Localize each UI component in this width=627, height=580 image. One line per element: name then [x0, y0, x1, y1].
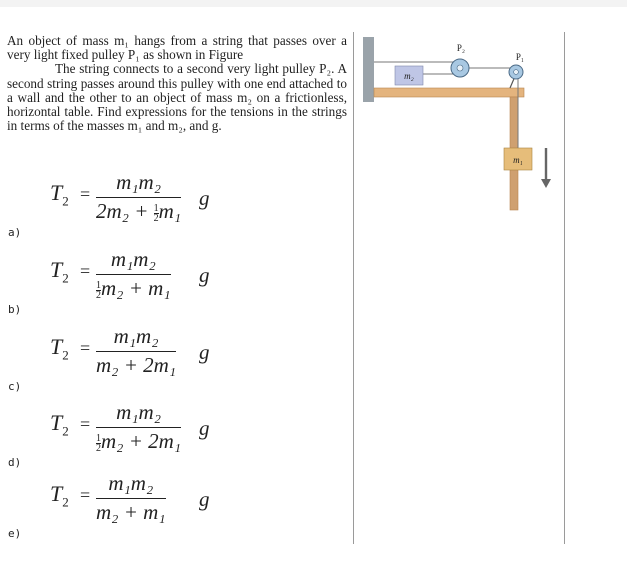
block-m2-label: m₂: [404, 71, 414, 81]
table-top: [374, 88, 524, 97]
fraction: [96, 247, 171, 301]
gravity-symbol: g: [199, 263, 210, 287]
option-label: b): [8, 303, 22, 316]
tension-symbol: $T_2$: [50, 180, 69, 209]
tension-symbol: $T_2$: [50, 257, 69, 286]
fraction: [96, 471, 166, 525]
numerator: m₁m₂: [96, 400, 181, 428]
block-m1-label: m₁: [513, 155, 523, 165]
denominator: 2m₂ + $\frac{1}{2}$ m₁: [96, 199, 182, 224]
numerator: m₁m₂: [96, 324, 176, 352]
tension-symbol: $T_2$: [50, 334, 69, 363]
one-half: $\frac{1}{2}$: [96, 279, 101, 301]
denominator: $\frac{1}{2}$ m₂ + 2m₁: [96, 429, 182, 454]
pulley-figure: [360, 32, 560, 212]
gravity-symbol: g: [199, 416, 210, 440]
pulley-p2-label: P₂: [456, 43, 466, 53]
denominator: m₂ + m₁: [96, 500, 166, 524]
gravity-symbol: g: [199, 340, 210, 364]
option-e[interactable]: [0, 471, 350, 541]
left-divider: [353, 32, 354, 544]
numerator: m₁m₂: [96, 471, 166, 499]
option-c[interactable]: [0, 324, 350, 394]
problem-text-2: The string connects to a second very light pulley P₂. A second string passes around this pulley with one end attached to a wall and the other to an object of mass m₂ on a frictionless, horizontal table. Find expressions for the tensions in the strings in terms of the masses m₁ and m₂, and g.: [7, 61, 347, 134]
denominator: m₂ + 2m₁: [96, 353, 177, 377]
fraction: [96, 170, 181, 224]
one-half: $\frac{1}{2}$: [153, 202, 159, 224]
problem-text-1: An object of mass m₁ hangs from a string that passes over a very light fixed pulley P₁ as shown in Figure: [7, 33, 347, 63]
option-label: a): [8, 226, 22, 239]
numerator: m₁m₂: [96, 170, 181, 198]
gravity-symbol: g: [199, 186, 210, 210]
option-b[interactable]: [0, 247, 350, 317]
equals-sign: =: [80, 485, 91, 505]
pulley-p1-label: P₁: [515, 52, 525, 62]
one-half: $\frac{1}{2}$: [96, 432, 101, 454]
tension-symbol: $T_2$: [50, 410, 69, 439]
equals-sign: =: [80, 414, 91, 434]
fraction: [96, 400, 181, 454]
option-d[interactable]: [0, 400, 350, 470]
option-a[interactable]: [0, 170, 350, 240]
tension-symbol: $T_2$: [50, 481, 69, 510]
wall: [363, 37, 374, 102]
fraction: [96, 324, 176, 378]
right-divider: [564, 32, 565, 544]
option-label: d): [8, 456, 22, 469]
equals-sign: =: [80, 338, 91, 358]
numerator: m₁m₂: [96, 247, 171, 275]
gravity-symbol: g: [199, 487, 210, 511]
equals-sign: =: [80, 184, 91, 204]
equals-sign: =: [80, 261, 91, 281]
option-label: e): [8, 527, 22, 540]
denominator: $\frac{1}{2}$ m₂ + m₁: [96, 276, 171, 301]
problem-statement: [7, 34, 347, 133]
top-bar: [0, 0, 627, 7]
option-label: c): [8, 380, 22, 393]
